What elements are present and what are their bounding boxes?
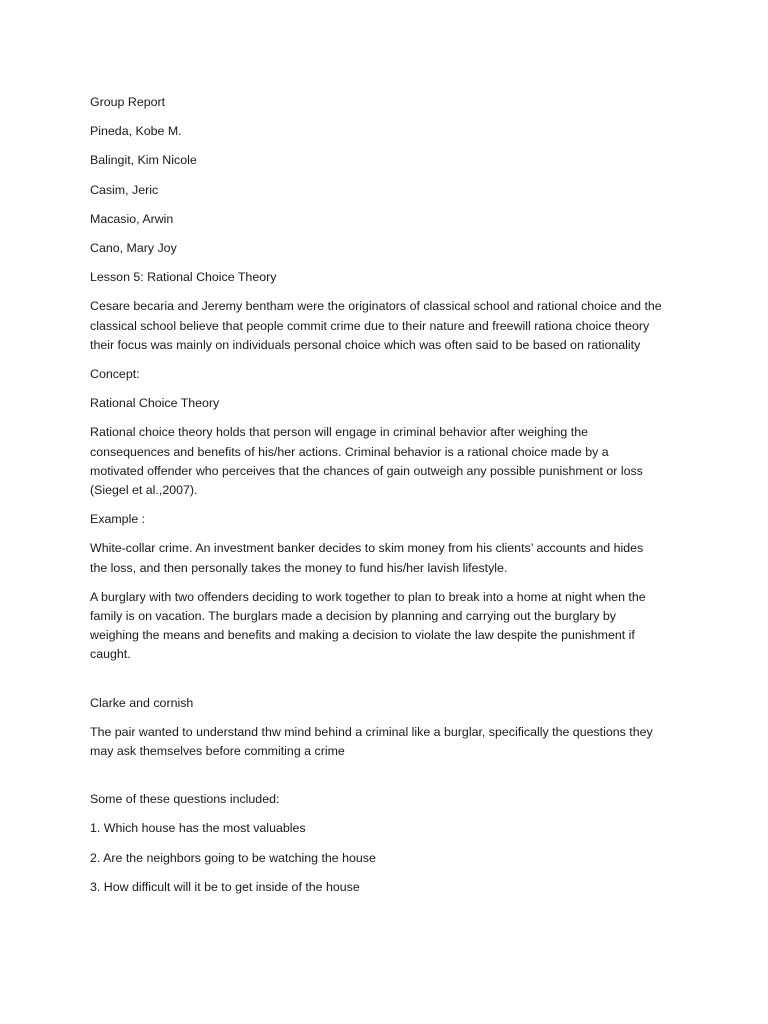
example-paragraph-1 <box>90 539 690 577</box>
paragraph-line: A burglary with two offenders deciding to work together to plan to break into a home at night when the <box>90 589 646 604</box>
member-name: Casim, Jeric <box>90 182 159 197</box>
example-paragraph-2 <box>90 588 690 665</box>
paragraph-line: family is on vacation. The burglars made a decision by planning and carrying out the burglary by <box>90 609 616 624</box>
concept-heading: Concept: <box>90 367 140 382</box>
concept-paragraph <box>90 423 690 500</box>
questions-intro: Some of these questions included: <box>90 792 280 807</box>
paragraph-line: The pair wanted to understand thw mind behind a criminal like a burglar, specifically the questions they <box>90 724 653 739</box>
clarke-paragraph <box>90 723 690 761</box>
paragraph-line: weighing the means and benefits and making a decision to violate the law despite the punishment if <box>90 628 635 643</box>
question-item: 3. How difficult will it be to get inside of the house <box>90 879 360 894</box>
report-title: Group Report <box>90 95 166 109</box>
question-item: 2. Are the neighbors going to be watching the house <box>90 850 376 865</box>
paragraph-line: the loss, and then personally takes the money to fund his/her lavish lifestyle. <box>90 560 508 575</box>
paragraph-line: Cesare becaria and Jeremy bentham were the originators of classical school and rational choice and the <box>90 299 662 314</box>
paragraph-line: motivated offender who perceives that the chances of gain outweigh any possible punishment or loss <box>90 463 643 478</box>
document-body <box>90 93 690 897</box>
member-name: Macasio, Arwin <box>90 211 174 226</box>
paragraph-line: consequences and benefits of his/her actions. Criminal behavior is a rational choice made by a <box>90 444 609 459</box>
question-item: 1. Which house has the most valuables <box>90 821 306 836</box>
concept-title: Rational Choice Theory <box>90 396 220 411</box>
paragraph-line: classical school believe that people commit crime due to their nature and freewill rationa choice theory <box>90 318 650 333</box>
member-name: Balingit, Kim Nicole <box>90 153 197 168</box>
paragraph-line: White-collar crime. An investment banker decides to skim money from his clients’ accounts and hides <box>90 541 644 556</box>
member-name: Pineda, Kobe M. <box>90 124 182 139</box>
member-name: Cano, Mary Joy <box>90 241 177 256</box>
paragraph-line: Rational choice theory holds that person will engage in criminal behavior after weighing the <box>90 425 588 440</box>
intro-paragraph <box>90 297 690 355</box>
paragraph-line: may ask themselves before commiting a crime <box>90 744 345 759</box>
paragraph-line: their focus was mainly on individuals personal choice which was often said to be based on rationality <box>90 337 641 352</box>
clarke-heading: Clarke and cornish <box>90 695 194 710</box>
paragraph-line: (Siegel et al.,2007). <box>90 483 198 498</box>
example-heading: Example : <box>90 512 146 527</box>
paragraph-line: caught. <box>90 647 131 662</box>
lesson-title: Lesson 5: Rational Choice Theory <box>90 270 277 285</box>
